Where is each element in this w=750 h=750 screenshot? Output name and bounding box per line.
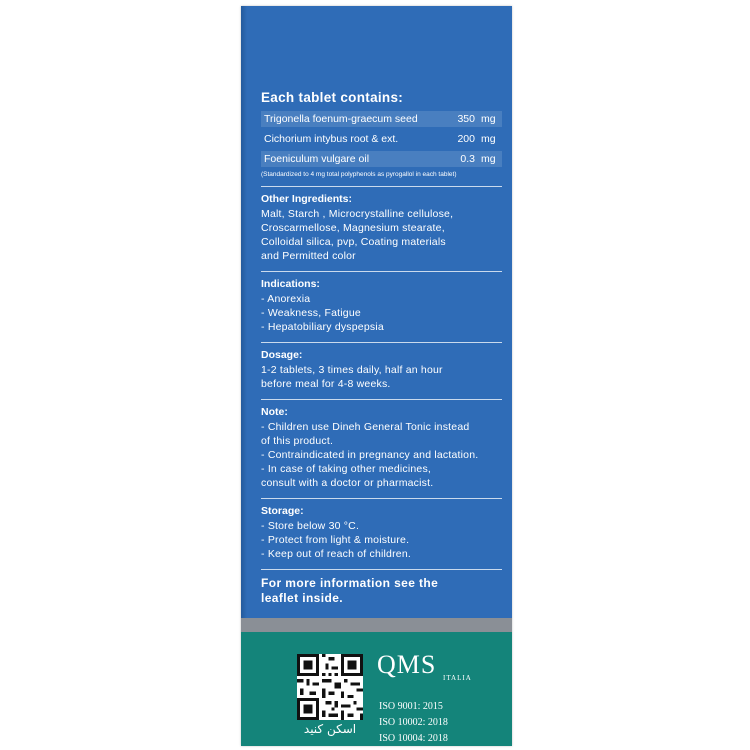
ingredient-name: Trigonella foenum-graecum seed	[264, 113, 418, 125]
iso-line: ISO 10002: 2018	[379, 717, 448, 728]
ingredient-unit: mg	[481, 133, 496, 145]
text-line: - Store below 30 °C.	[261, 520, 360, 532]
iso-certifications	[379, 699, 448, 747]
text-line: - Children use Dineh General Tonic instead	[261, 421, 470, 433]
text-line: - Contraindicated in pregnancy and lactation.	[261, 449, 479, 461]
ingredient-name: Foeniculum vulgare oil	[264, 153, 370, 165]
indications-title: Indications:	[261, 278, 320, 290]
text-line: Croscarmellose, Magnesium stearate,	[261, 222, 445, 234]
iso-line: ISO 9001: 2015	[379, 701, 443, 712]
section-divider	[261, 399, 502, 400]
section-divider	[261, 271, 502, 272]
dosage-text	[261, 363, 502, 391]
qms-logo	[377, 652, 472, 682]
note-text	[261, 420, 502, 490]
text-line: leaflet inside.	[261, 591, 344, 605]
standardized-note: (Standardized to 4 mg total polyphenols as pyrogallol in each tablet)	[261, 171, 457, 178]
text-line: - Weakness, Fatigue	[261, 307, 361, 319]
ingredient-amount: 200	[457, 133, 475, 145]
ingredient-unit: mg	[481, 113, 496, 125]
text-line: - Protect from light & moisture.	[261, 534, 410, 546]
ingredient-row	[261, 131, 502, 147]
qms-logo-sub: ITALIA	[443, 674, 472, 682]
package-back-panel	[241, 6, 512, 746]
text-line: of this product.	[261, 435, 334, 447]
text-line: 1-2 tablets, 3 times daily, half an hour	[261, 364, 443, 376]
text-line: - In case of taking other medicines,	[261, 463, 432, 475]
qms-logo-text: QMS	[377, 650, 437, 679]
ingredient-unit: mg	[481, 153, 496, 165]
indications-text	[261, 292, 502, 334]
ingredient-row	[261, 111, 502, 127]
text-line: Colloidal silica, pvp, Coating materials	[261, 236, 446, 248]
storage-title: Storage:	[261, 505, 304, 517]
section-divider	[261, 186, 502, 187]
note-title: Note:	[261, 406, 288, 418]
teal-band	[241, 632, 512, 746]
more-info-note	[261, 576, 502, 606]
text-line: Malt, Starch , Microcrystalline cellulose,	[261, 208, 454, 220]
ingredient-amount: 350	[457, 113, 475, 125]
ingredient-amount: 0.3	[460, 153, 475, 165]
text-line: before meal for 4-8 weeks.	[261, 378, 391, 390]
ingredients-title: Each tablet contains:	[261, 90, 404, 105]
iso-line: ISO 10004: 2018	[379, 733, 448, 744]
text-line: consult with a doctor or pharmacist.	[261, 477, 434, 489]
grey-band	[241, 618, 512, 632]
section-divider	[261, 342, 502, 343]
other-ingredients-title: Other Ingredients:	[261, 193, 353, 205]
text-line: - Keep out of reach of children.	[261, 548, 411, 560]
label-content	[261, 90, 502, 606]
ingredient-row	[261, 151, 502, 167]
storage-text	[261, 519, 502, 561]
other-ingredients-text	[261, 207, 502, 263]
qr-code[interactable]	[297, 654, 363, 720]
section-divider	[261, 498, 502, 499]
dosage-title: Dosage:	[261, 349, 303, 361]
scan-label: اسکن کنید	[303, 722, 357, 736]
ingredient-name: Cichorium intybus root & ext.	[264, 133, 399, 145]
text-line: - Anorexia	[261, 293, 311, 305]
section-divider	[261, 569, 502, 570]
text-line: - Hepatobiliary dyspepsia	[261, 321, 384, 333]
text-line: For more information see the	[261, 576, 439, 590]
text-line: and Permitted color	[261, 250, 356, 262]
